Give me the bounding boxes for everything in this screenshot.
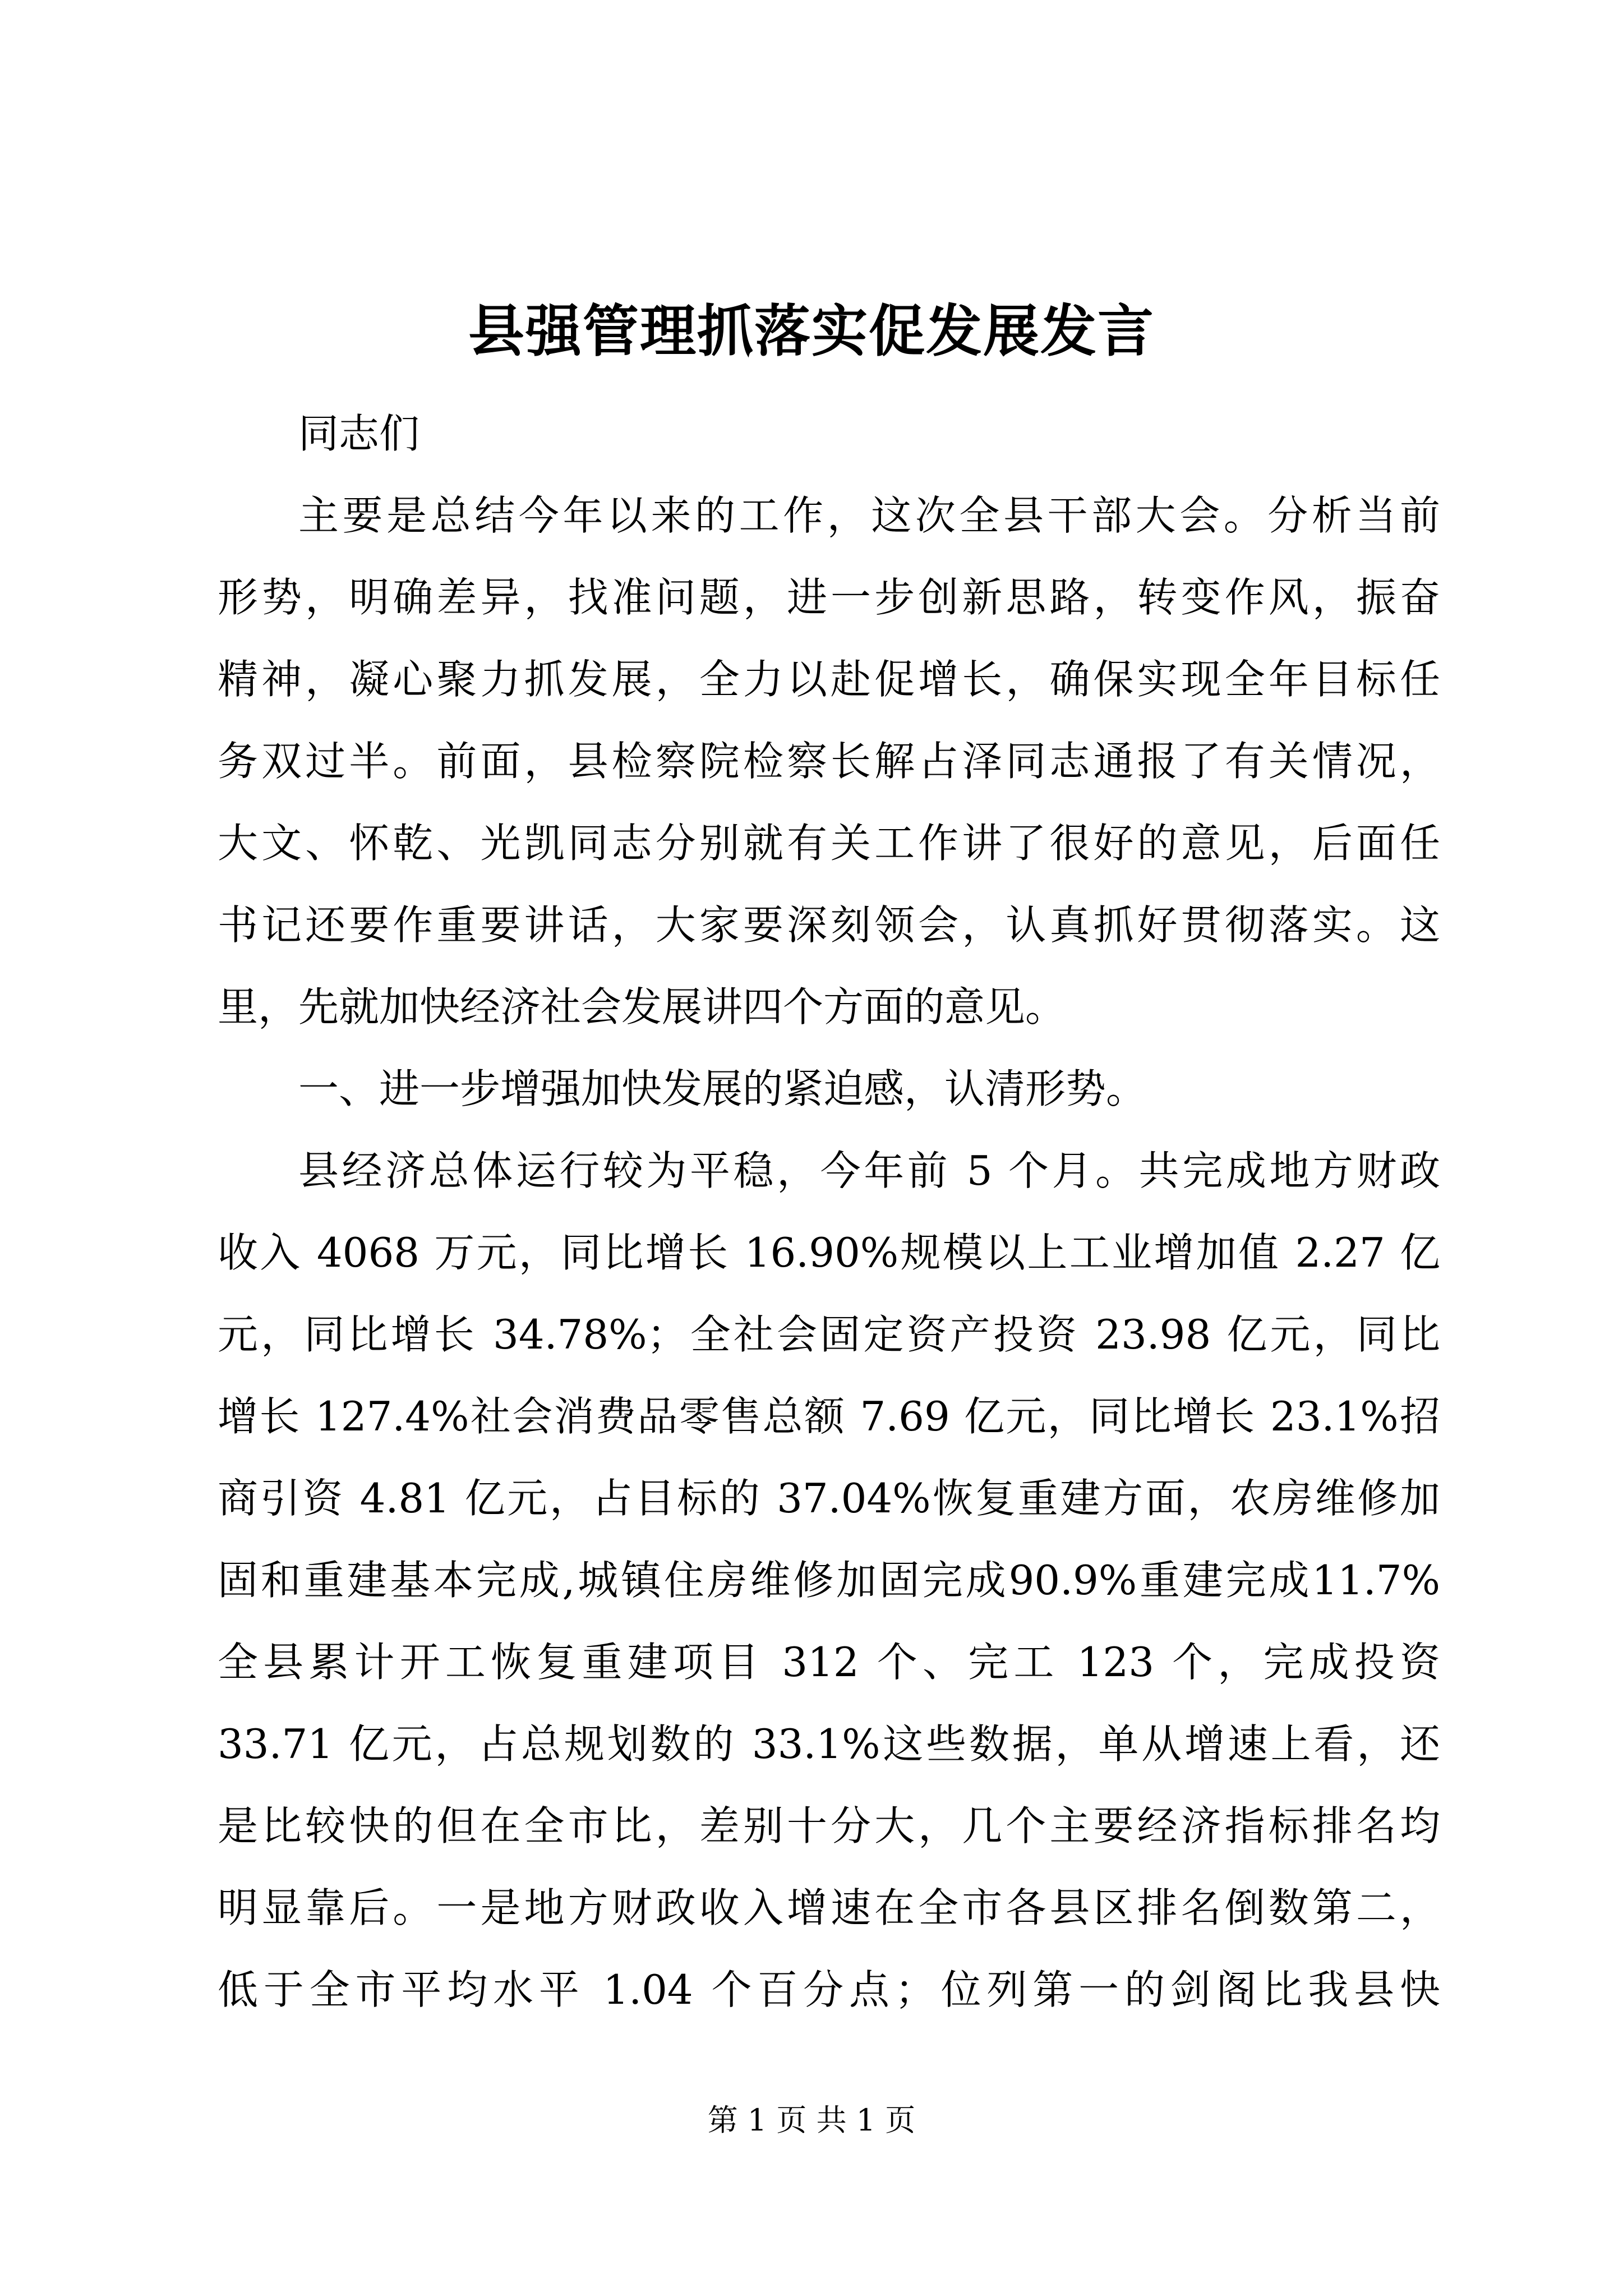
body-line: 收入 4068 万元，同比增长 16.90%规模以上工业增加值 2.27 亿 — [218, 1229, 1440, 1276]
body-line: 33.71 亿元，占总规划数的 33.1%这些数据，单从增速上看，还 — [218, 1720, 1440, 1768]
body-line: 商引资 4.81 亿元，占目标的 37.04%恢复重建方面，农房维修加 — [218, 1475, 1440, 1522]
body-line: 大文、怀乾、光凯同志分别就有关工作讲了很好的意见，后面任 — [218, 820, 1440, 867]
document-title: 县强管理抓落实促发展发言 — [468, 298, 1155, 364]
body-line: 书记还要作重要讲话，大家要深刻领会，认真抓好贯彻落实。这 — [218, 901, 1440, 949]
body-line: 主要是总结今年以来的工作，这次全县干部大会。分析当前 — [298, 492, 1440, 539]
body-line: 是比较快的但在全市比，差别十分大，几个主要经济指标排名均 — [218, 1802, 1440, 1849]
body-line: 务双过半。前面，县检察院检察长解占泽同志通报了有关情况， — [218, 738, 1440, 785]
body-line: 形势，明确差异，找准问题，进一步创新思路，转变作风，振奋 — [218, 574, 1440, 621]
document-body — [218, 393, 1440, 2031]
body-line: 固和重建基本完成,城镇住房维修加固完成90.9%重建完成11.7% — [218, 1557, 1440, 1604]
body-line: 全县累计开工恢复重建项目 312 个、完工 123 个，完成投资 — [218, 1639, 1440, 1686]
body-line: 县经济总体运行较为平稳，今年前 5 个月。共完成地方财政 — [298, 1147, 1440, 1194]
body-line: 明显靠后。一是地方财政收入增速在全市各县区排名倒数第二， — [218, 1884, 1440, 1931]
body-line: 精神，凝心聚力抓发展，全力以赴促增长，确保实现全年目标任 — [218, 656, 1440, 703]
body-line: 同志们 — [298, 410, 420, 457]
page-footer: 第 1 页 共 1 页 — [707, 2102, 916, 2138]
body-line: 一、进一步增强加快发展的紧迫感，认清形势。 — [298, 1065, 1147, 1112]
body-line: 里，先就加快经济社会发展讲四个方面的意见。 — [218, 983, 1066, 1030]
body-line: 低于全市平均水平 1.04 个百分点；位列第一的剑阁比我县快 — [218, 1966, 1440, 2013]
body-line: 元，同比增长 34.78%；全社会固定资产投资 23.98 亿元，同比 — [218, 1311, 1440, 1358]
body-line: 增长 127.4%社会消费品零售总额 7.69 亿元，同比增长 23.1%招 — [218, 1393, 1440, 1440]
